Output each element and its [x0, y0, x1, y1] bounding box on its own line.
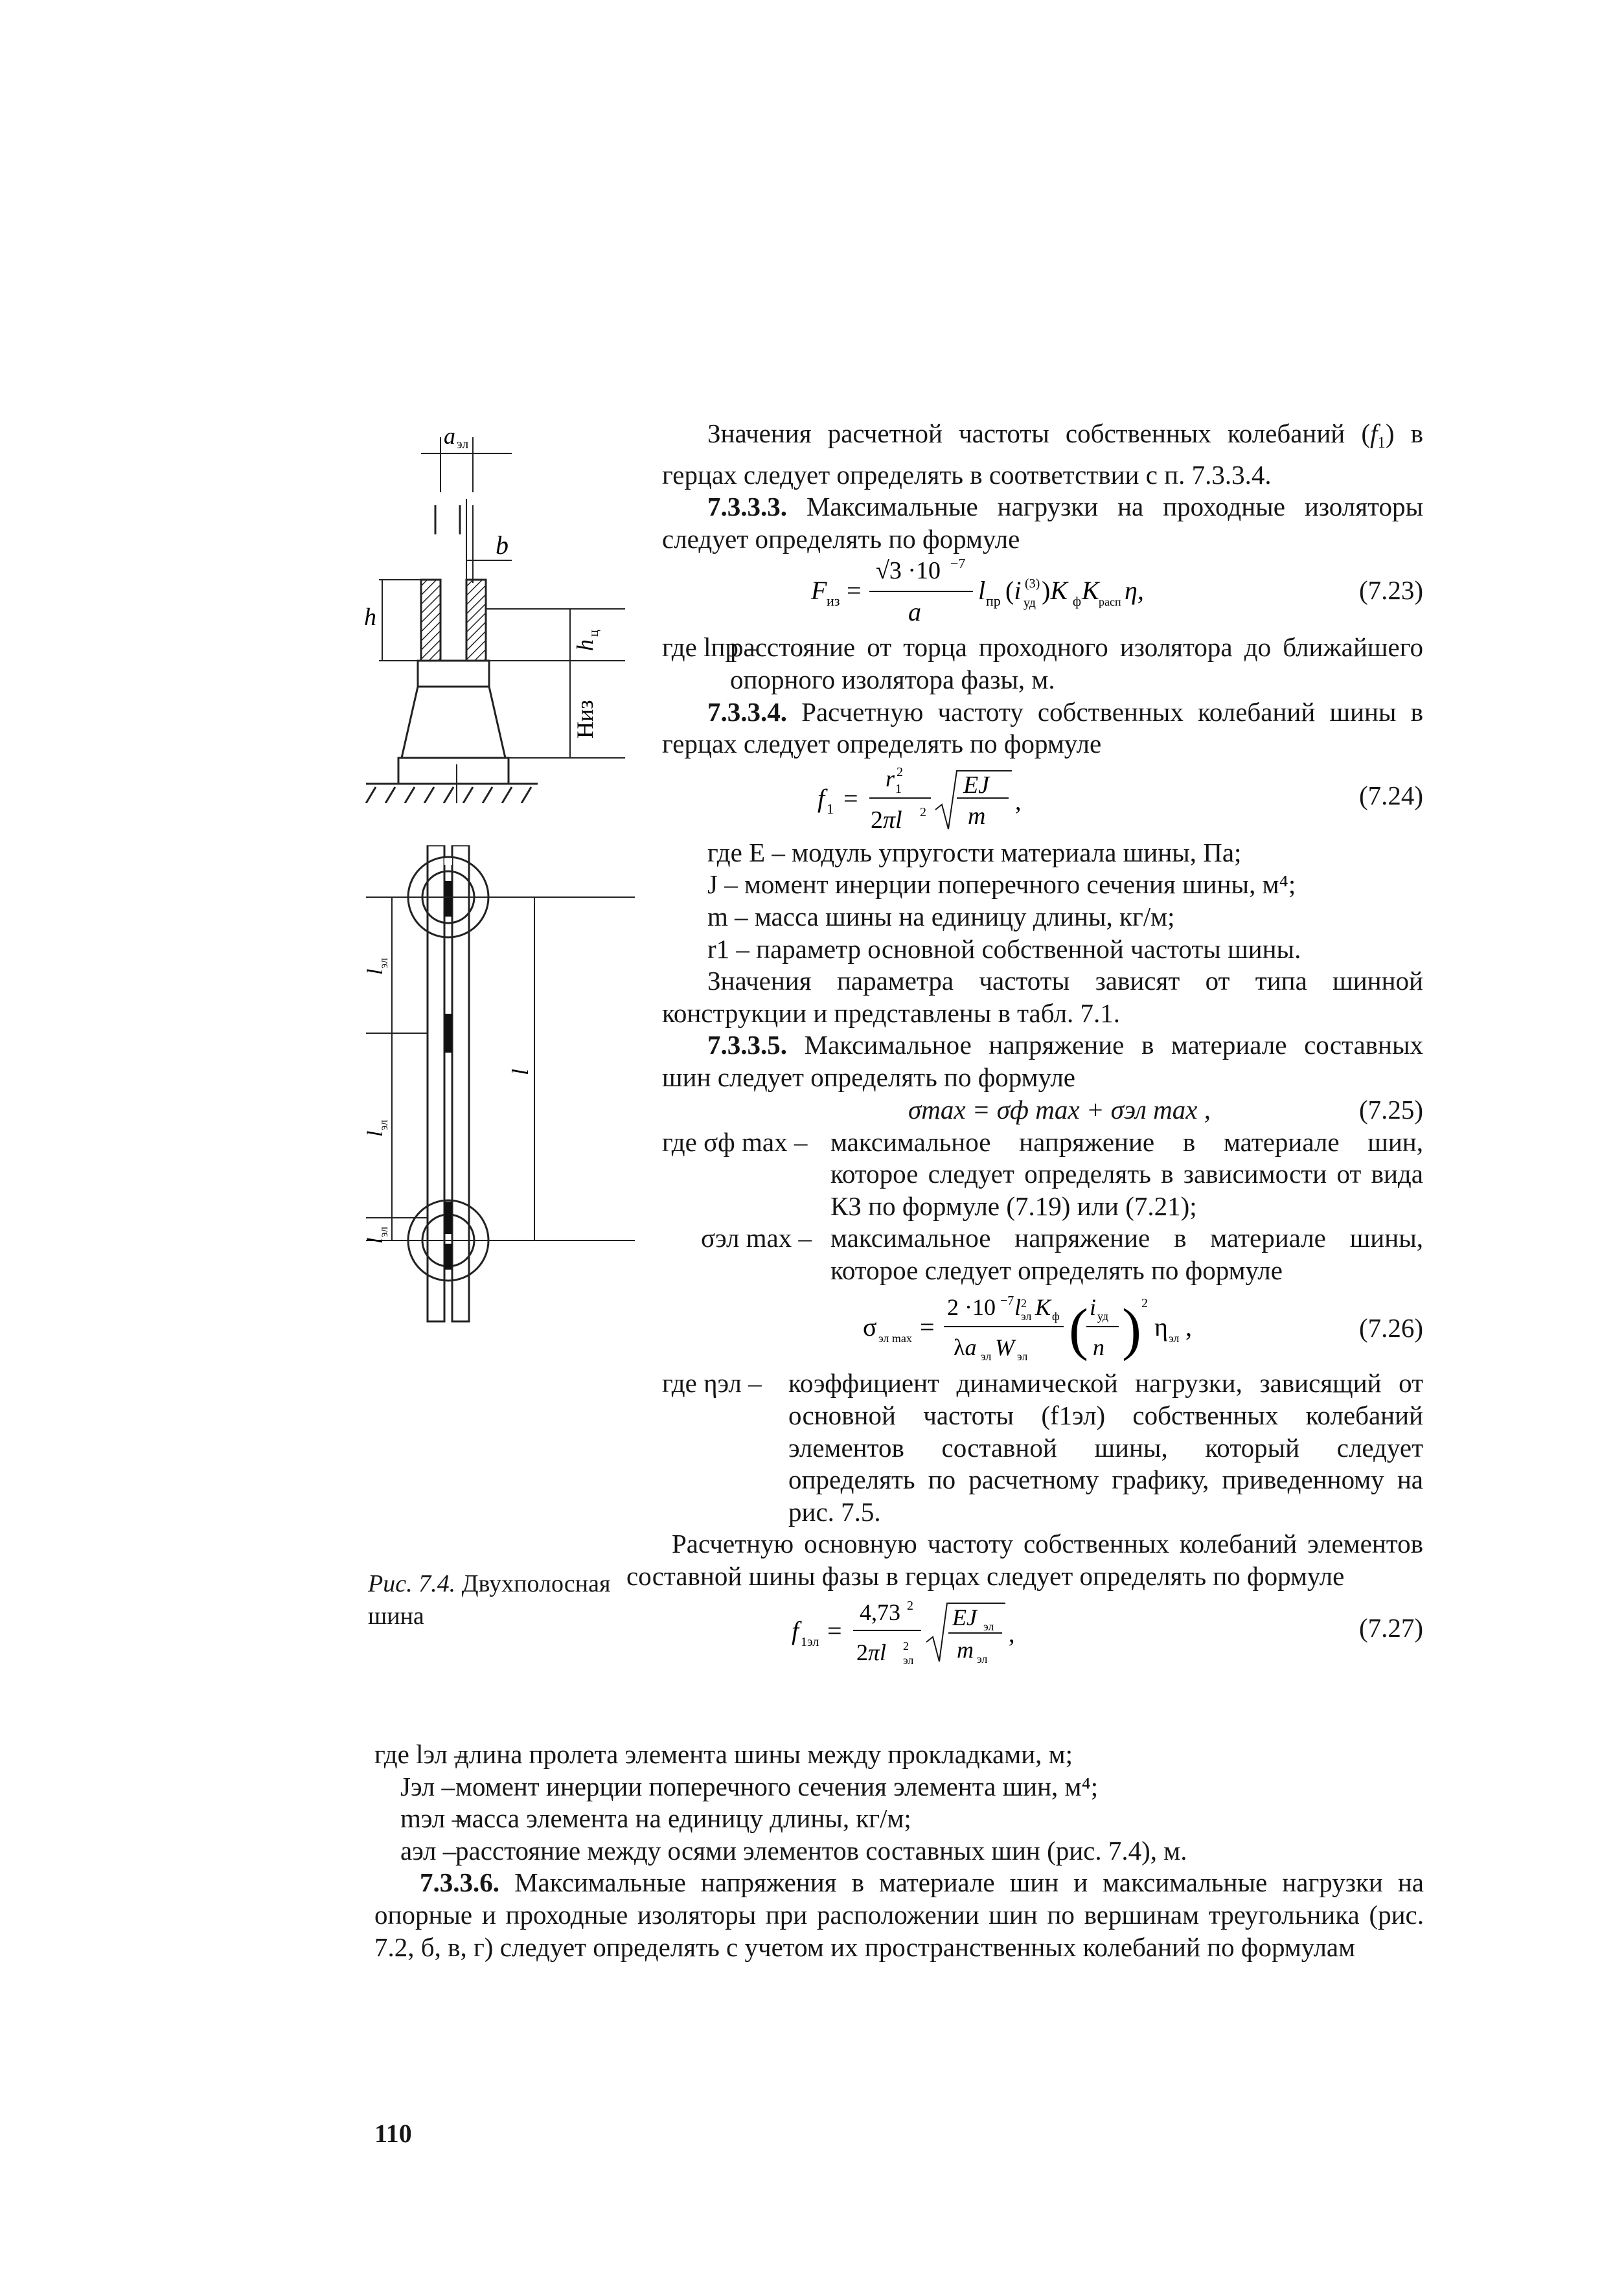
svg-text:уд: уд — [1097, 1310, 1109, 1323]
section-7-3-3-6-number: 7.3.3.6. — [420, 1867, 499, 1898]
where-7-26-symbol: где ηэл – — [662, 1368, 762, 1399]
svg-text:η,: η, — [1125, 576, 1144, 606]
where-7-24-r-text: r1 – параметр основной собственной частоты шины. — [707, 933, 1301, 964]
svg-text:K: K — [1082, 576, 1099, 606]
formula-7-27-expression — [792, 1597, 1090, 1671]
where-7-26 — [662, 1367, 1423, 1528]
svg-text:уд: уд — [1024, 596, 1036, 611]
svg-text:√3 ·10: √3 ·10 — [876, 559, 941, 585]
svg-text:a: a — [908, 597, 921, 627]
where-7-27-l — [374, 1739, 1424, 1771]
paragraph-table-ref — [662, 965, 1423, 1029]
svg-text:m: m — [968, 802, 986, 830]
where-7-23 — [662, 632, 1423, 696]
l-el-sub-label-3: эл — [377, 1226, 390, 1237]
svg-text:,: , — [1015, 788, 1022, 816]
page-number: 110 — [374, 2119, 412, 2148]
l-el-label-1: l — [363, 968, 387, 975]
svg-text:2: 2 — [1021, 1297, 1027, 1310]
h-ts-label: h — [572, 639, 598, 651]
where-7-27-j-text: момент инерции поперечного сечения элемента шин, м⁴; — [455, 1771, 1099, 1801]
where-7-27-m — [374, 1803, 1424, 1835]
svg-text:эл: эл — [1169, 1332, 1180, 1345]
two-strip-bus-diagram — [363, 845, 648, 1325]
bottom-text — [374, 1739, 1424, 1963]
paragraph-table-ref-text: Значения параметра частоты зависят от типа шинной конструкции и представлены в табл. 7.1. — [662, 966, 1423, 1028]
formula-7-23-expression — [811, 559, 1148, 630]
formula-7-25-number: (7.25) — [1358, 1094, 1423, 1125]
svg-text:2πl: 2πl — [871, 806, 902, 834]
svg-text:эл: эл — [977, 1652, 988, 1665]
l-el-sub-label-1: эл — [377, 957, 390, 968]
l-el-label-3: l — [363, 1237, 387, 1244]
formula-7-25 — [662, 1094, 1423, 1126]
section-7-3-3-6 — [374, 1867, 1424, 1963]
svg-text:2 ·10: 2 ·10 — [947, 1294, 996, 1321]
where-7-27-m-symbol: mэл – — [400, 1803, 465, 1834]
where-7-24-j-text: J – момент инерции поперечного сечения шины, м⁴; — [707, 869, 1296, 900]
h-ts-sub-label: ц — [587, 630, 601, 637]
svg-text:ф: ф — [1052, 1310, 1060, 1323]
svg-text:F: F — [811, 576, 827, 606]
svg-text:1: 1 — [827, 800, 834, 817]
formula-7-24-number: (7.24) — [1358, 780, 1423, 810]
a-el-sub-label: эл — [457, 437, 469, 451]
svg-text:f: f — [818, 783, 825, 813]
formula-7-26-number: (7.26) — [1358, 1313, 1423, 1343]
svg-text:расп: расп — [1099, 595, 1121, 609]
svg-text:): ) — [1122, 1297, 1141, 1362]
l-el-sub-label-2: эл — [377, 1119, 390, 1130]
svg-text:l: l — [1014, 1294, 1022, 1321]
section-7-3-3-6-text: Максимальные напряжения в материале шин и максимальные нагрузки на опорные и проходные изоляторы при расположении шин по вершинам треугольника (рис. 7.2, б, в, г) следует определять с учетом их пространственных колебаний по формулам — [374, 1867, 1424, 1962]
svg-text:)K: )K — [1042, 576, 1068, 606]
svg-text:1: 1 — [895, 781, 902, 796]
svg-text:пр: пр — [986, 593, 1001, 610]
right-column — [626, 418, 1423, 1667]
paragraph-f1el-text: Расчетную основную частоту собственных колебаний элементов составной шины фазы в герцах следует определять по формуле — [626, 1529, 1423, 1592]
where-7-24-m — [662, 901, 1423, 933]
svg-text:(: ( — [1069, 1297, 1088, 1362]
l-total-label: l — [507, 1068, 533, 1075]
section-7-3-3-3-number: 7.3.3.3. — [707, 492, 787, 522]
svg-text:i: i — [1090, 1294, 1097, 1321]
svg-text:=: = — [920, 1312, 935, 1342]
where-7-27-l-text: длина пролета элемента шины между прокладками, м; — [455, 1739, 1073, 1769]
formula-7-26-expression — [863, 1290, 1226, 1371]
section-7-3-3-4-number: 7.3.3.4. — [707, 696, 787, 727]
a-el-label: a — [444, 423, 455, 449]
where-7-27-l-symbol: где lэл – — [374, 1739, 468, 1769]
where-7-23-symbol: где lпр – — [662, 632, 759, 663]
svg-text:4,73: 4,73 — [860, 1599, 900, 1625]
where-7-25-phi-symbol: где σф max – — [662, 1126, 808, 1157]
formula-7-24 — [662, 760, 1423, 837]
section-7-3-3-5-text: Максимальное напряжение в материале составных шин следует определять по формуле — [662, 1030, 1423, 1092]
where-7-26-text: коэффициент динамической нагрузки, зависящий от основной частоты (f1эл) собственных колебаний элементов составной шины, который следует определять по расчетному графику, приведенному на рис. 7.5. — [788, 1368, 1423, 1527]
svg-text:l: l — [978, 576, 986, 606]
formula-7-23 — [662, 555, 1423, 632]
where-7-24-j — [662, 869, 1423, 901]
svg-text:,: , — [1185, 1312, 1192, 1342]
svg-text:(i: (i — [1005, 576, 1022, 606]
svg-text:=: = — [843, 783, 858, 813]
section-7-3-3-3-text: Максимальные нагрузки на проходные изоляторы следует определять по формуле — [662, 492, 1423, 554]
svg-text:ф: ф — [1073, 595, 1081, 610]
section-7-3-3-3 — [662, 491, 1423, 555]
where-7-27-a-text: расстояние между осями элементов составных шин (рис. 7.4), м. — [455, 1835, 1187, 1866]
svg-text:2: 2 — [897, 764, 903, 779]
svg-text:EJ: EJ — [952, 1604, 977, 1630]
formula-7-27 — [662, 1593, 1423, 1667]
figure-caption-label: Рис. 7.4. — [368, 1570, 456, 1597]
svg-text:=: = — [827, 1616, 842, 1645]
where-7-25-el-symbol: σэл max – — [701, 1223, 812, 1253]
svg-text:эл: эл — [983, 1619, 994, 1633]
h-label: h — [364, 604, 376, 631]
where-7-27-m-text: масса элемента на единицу длины, кг/м; — [455, 1803, 911, 1834]
figure-caption — [368, 1568, 640, 1632]
svg-text:λa: λa — [954, 1334, 977, 1361]
where-7-24-m-text: m – масса шины на единицу длины, кг/м; — [707, 901, 1175, 931]
l-el-label-2: l — [363, 1130, 387, 1137]
svg-text:2: 2 — [1141, 1296, 1148, 1311]
figure-7-4 — [363, 415, 648, 1632]
h-iz-label: Низ — [572, 700, 598, 738]
svg-text:m: m — [957, 1636, 974, 1663]
where-7-27-j — [374, 1771, 1424, 1803]
svg-text:=: = — [847, 576, 862, 606]
where-7-24-e — [662, 837, 1423, 869]
svg-text:W: W — [995, 1334, 1014, 1361]
section-7-3-3-4 — [662, 696, 1423, 760]
where-7-27-a — [374, 1835, 1424, 1867]
svg-text:2: 2 — [903, 1639, 909, 1652]
svg-text:эл: эл — [1021, 1310, 1032, 1323]
where-7-24-r — [662, 933, 1423, 966]
figure-caption-text: Двухполосная шина — [368, 1570, 611, 1630]
svg-text:f: f — [792, 1616, 799, 1645]
svg-text:r: r — [886, 765, 895, 792]
formula-7-24-expression — [818, 764, 1090, 839]
svg-text:K: K — [1035, 1294, 1051, 1321]
svg-text:2: 2 — [907, 1598, 913, 1613]
svg-text:эл: эл — [981, 1350, 992, 1364]
svg-text:эл: эл — [1017, 1350, 1028, 1364]
where-7-25-el — [662, 1222, 1423, 1286]
svg-text:из: из — [827, 593, 840, 610]
svg-text:η: η — [1154, 1312, 1168, 1342]
svg-text:1эл: 1эл — [801, 1634, 819, 1649]
formula-7-27-number: (7.27) — [1358, 1612, 1423, 1643]
section-7-3-3-5 — [662, 1029, 1423, 1093]
b-label: b — [496, 531, 509, 560]
paragraph-f1el — [626, 1528, 1423, 1592]
section-7-3-3-5-number: 7.3.3.5. — [707, 1030, 787, 1060]
where-7-23-text: расстояние от торца проходного изолятора до ближайшего опорного изолятора фазы, м. — [730, 632, 1423, 694]
where-7-25-el-text: максимальное напряжение в материале шины, которое следует определять по формуле — [830, 1223, 1423, 1285]
svg-text:−7: −7 — [950, 559, 966, 572]
svg-text:(3): (3) — [1025, 577, 1040, 591]
svg-text:EJ: EJ — [963, 771, 990, 799]
where-7-27-j-symbol: Jэл – — [400, 1771, 455, 1801]
where-7-25-phi — [662, 1126, 1423, 1223]
svg-text:,: , — [1009, 1620, 1015, 1648]
insulator-side-view-diagram — [363, 415, 648, 803]
svg-text:эл: эл — [903, 1653, 914, 1667]
svg-text:эл max: эл max — [878, 1332, 912, 1345]
svg-text:−7: −7 — [1000, 1294, 1014, 1308]
section-7-3-3-4-text: Расчетную частоту собственных колебаний шины в герцах следует определять по формуле — [662, 696, 1423, 759]
svg-text:n: n — [1093, 1334, 1104, 1361]
svg-text:2: 2 — [920, 805, 926, 819]
svg-text:2πl: 2πl — [856, 1639, 887, 1665]
formula-7-26 — [662, 1286, 1423, 1367]
formula-7-23-number: (7.23) — [1358, 575, 1423, 606]
where-7-24-e-text: где E – модуль упругости материала шины, Па; — [707, 837, 1242, 867]
where-7-25-phi-text: максимальное напряжение в материале шин, которое следует определять в зависимости от вида КЗ по формуле (7.19) или (7.21); — [830, 1126, 1423, 1221]
paragraph-f1: Значения расчетной частоты собственных колебаний $(f_1)$ в герцах следует определять в соответствии с п. 7.3.3.4. — [662, 418, 1423, 490]
svg-text:σ: σ — [863, 1312, 877, 1342]
formula-7-25-expression: σmax = σф max + σэл max , — [908, 1094, 1211, 1125]
where-7-27-a-symbol: aэл – — [400, 1835, 457, 1866]
